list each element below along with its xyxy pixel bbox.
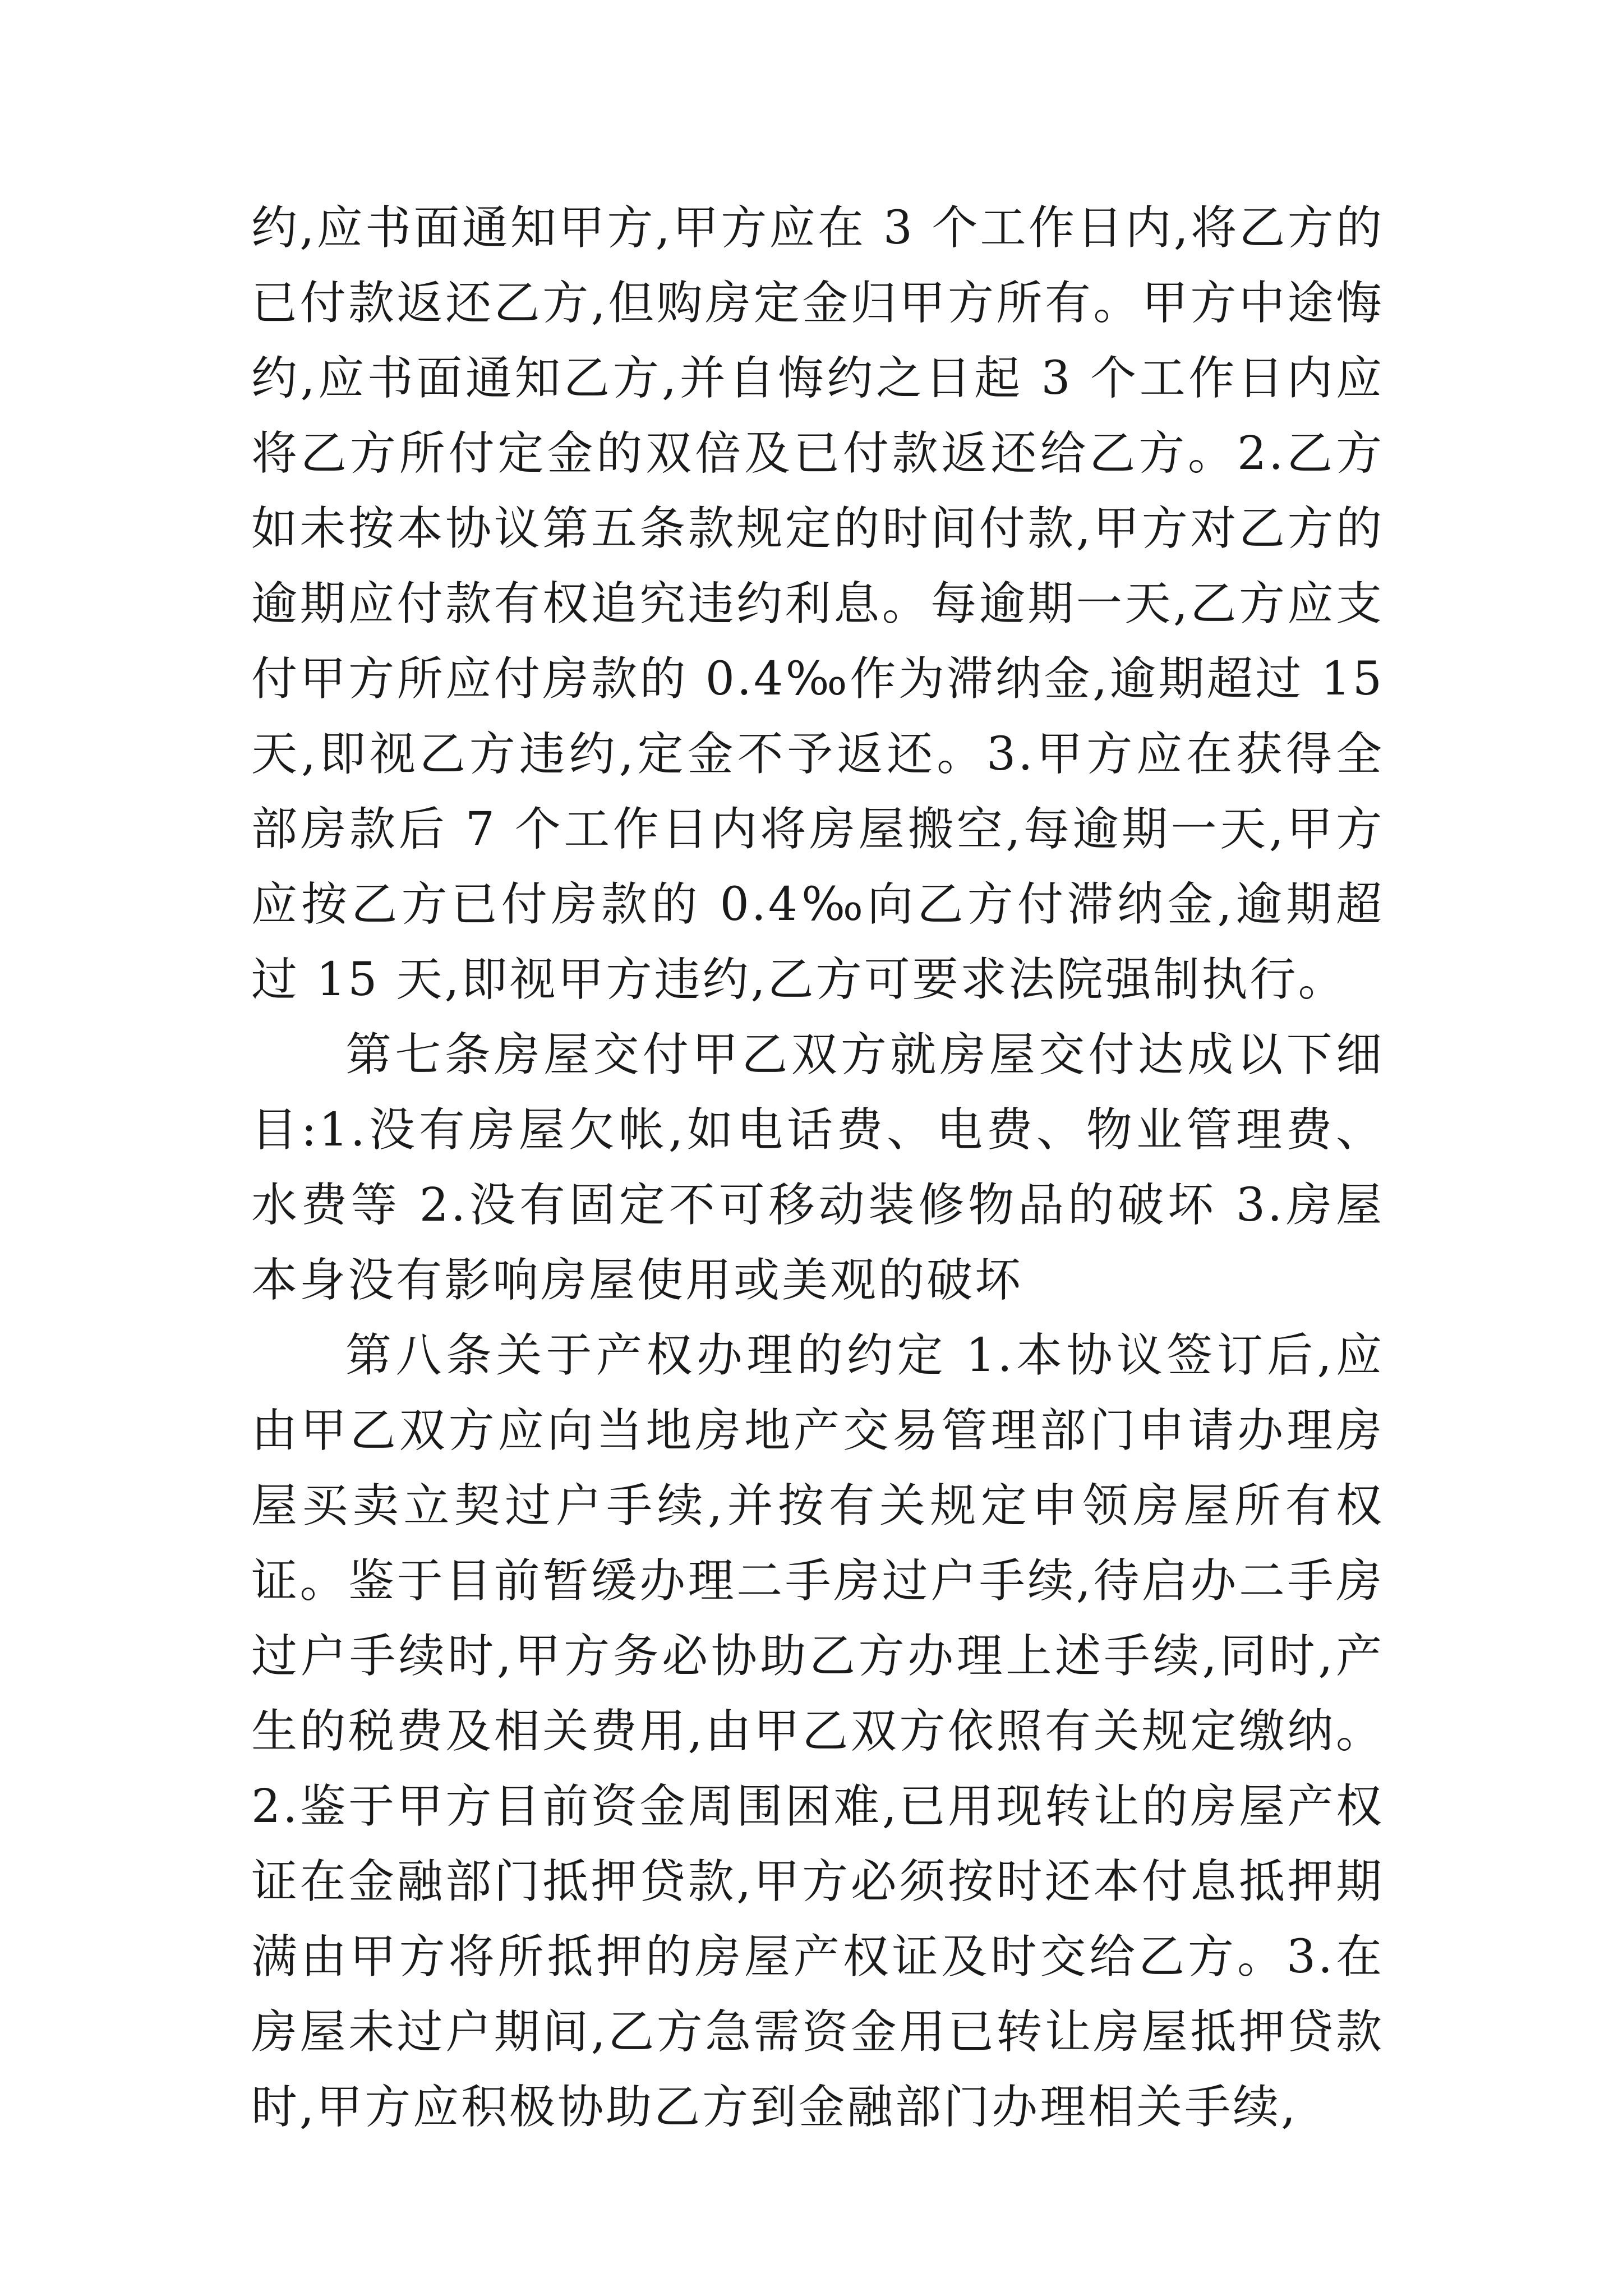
paragraph-article-7-delivery: 第七条房屋交付甲乙双方就房屋交付达成以下细目:1.没有房屋欠帐,如电话费、电费、物业管理费、水费等 2.没有固定不可移动装修物品的破坏 3.房屋本身没有影响房屋使用或美观的破坏 xyxy=(251,1028,1384,1307)
paragraph-article-8-property-rights: 第八条关于产权办理的约定 1.本协议签订后,应由甲乙双方应向当地房地产交易管理部门申请办理房屋买卖立契过户手续,并按有关规定申领房屋所有权证。鉴于目前暂缓办理二手房过户手续,待启办二手房过户手续时,甲方务必协助乙方办理上述手续,同时,产生的税费及相关费用,由甲乙双方依照有关规定缴纳。2.鉴于甲方目前资金周围困难,已用现转让的房屋产权证在金融部门抵押贷款,甲方必须按时还本付息抵押期满由甲方将所抵押的房屋产权证及时交给乙方。3.在房屋未过户期间,乙方急需资金用已转让房屋抵押贷款时,甲方应积极协助乙方到金融部门办理相关手续, xyxy=(251,1329,1384,2134)
document-body xyxy=(251,191,1384,2145)
paragraph-penalty-continuation: 约,应书面通知甲方,甲方应在 3 个工作日内,将乙方的已付款返还乙方,但购房定金归甲方所有。甲方中途悔约,应书面通知乙方,并自悔约之日起 3 个工作日内应将乙方所付定金的双倍及已付款返还给乙方。2.乙方如未按本协议第五条款规定的时间付款,甲方对乙方的逾期应付款有权追究违约利息。每逾期一天,乙方应支付甲方所应付房款的 0.4‰作为滞纳金,逾期超过 15 天,即视乙方违约,定金不予返还。3.甲方应在获得全部房款后 7 个工作日内将房屋搬空,每逾期一天,甲方应按乙方已付房款的 0.4‰向乙方付滞纳金,逾期超过 15 天,即视甲方违约,乙方可要求法院强制执行。 xyxy=(251,201,1384,1006)
